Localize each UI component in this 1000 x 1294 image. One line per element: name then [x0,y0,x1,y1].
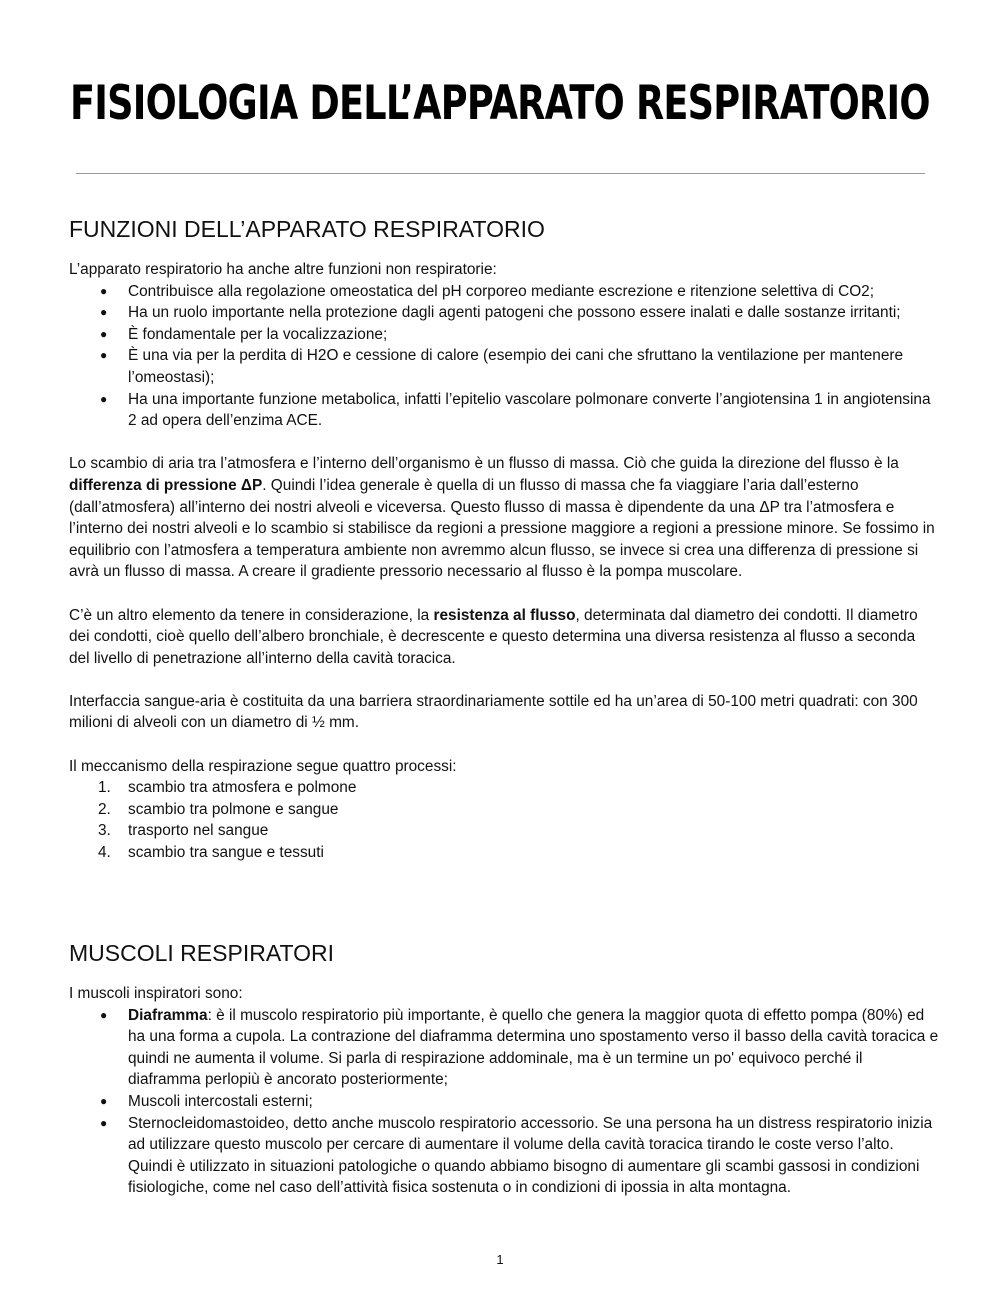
bullet-icon: ● [100,391,108,406]
document-title: FISIOLOGIA DELL’APPARATO RESPIRATORIO [70,76,930,131]
interface-paragraph: Interfaccia sangue-aria è costituita da una barriera straordinariamente sottile ed ha un’area di 50-100 metri quadrati: con 300 milioni di alveoli con un diametro di ½ mm. [69,692,918,732]
muscles-list [69,1005,939,1199]
list-item: 2. scambio tra polmone e sangue [98,800,339,818]
list-item: 4. scambio tra sangue e tessuti [98,844,324,862]
section-body-muscoli [69,983,939,1199]
bullet-icon: ● [100,348,108,363]
intro-paragraph: L’apparato respiratorio ha anche altre funzioni non respiratorie: [69,261,497,278]
diaframma-term: Diaframma [128,1006,208,1024]
pressure-term: differenza di pressione ΔP [69,476,263,494]
section-body-funzioni [69,259,939,864]
list-item: ● Ha una importante funzione metabolica, infatti l’epitelio vascolare polmonare converte l’angiotensina 1 in angiotensina 2 ad opera dell’enzima ACE. [100,390,931,430]
list-item: ● Sternocleidomastoideo, detto anche muscolo respiratorio accessorio. Se una persona ha un distress respiratorio inizia ad utilizzare questo muscolo per cercare di aumentare il volume della cavità toracica tirando le coste verso l’alto. Quindi è utilizzato in situazioni patologiche o quando abbiamo bisogno di aumentare gli scambi gassosi in condizioni fisiologiche, come nel caso dell’attività fisica sostenuta o in condizioni di ipossia in alta montagna. [100,1114,933,1197]
list-item: ● È fondamentale per la vocalizzazione; [69,324,939,346]
section-heading-funzioni: FUNZIONI DELL’APPARATO RESPIRATORIO [69,216,545,242]
intro-paragraph: I muscoli inspiratori sono: [69,985,243,1002]
bullet-icon: ● [100,1007,108,1022]
list-item: ● Diaframma: è il muscolo respiratorio più importante, è quello che genera la maggior quota di effetto pompa (80%) ed ha una forma a cupola. La contrazione del diaframma determina uno spostamento verso il basso della cavità toracica e quindi ne aumenta il volume. Si parla di respirazione addominale, ma è un termine un po' equivoco perché il diaframma perlopiù è ancorato posteriormente; [100,1006,939,1089]
pressure-paragraph: Lo scambio di aria tra l’atmosfera e l’interno dell’organismo è un flusso di massa. Ciò che guida la direzione del flusso è la differenza di pressione ΔP. Quindi l’idea generale è quella di un flusso di massa che fa viaggiare l’aria dall’esterno (dall’atmosfera) all’interno dei nostri alveoli e viceversa. Questo flusso di massa è dipendente da una ΔP tra l’atmosfera e l’interno dei nostri alveoli e lo scambio si stabilisce da regioni a pressione maggiore a regioni a pressione minore. Se fossimo in equilibrio con l’atmosfera a temperatura ambiente non avremmo alcun flusso, se invece si crea una differenza di pressione si avrà un flusso di massa. A creare il gradiente pressorio necessario al flusso è la pompa muscolare. [69,455,935,581]
bullet-icon: ● [100,326,108,341]
list-item: ● Contribuisce alla regolazione omeostatica del pH corporeo mediante escrezione e ritenzione selettiva di CO2; [69,281,939,303]
page-number: 1 [496,1252,504,1267]
section-heading-muscoli: MUSCOLI RESPIRATORI [69,940,334,966]
functions-list [69,281,939,432]
list-item: ● Muscoli intercostali esterni; [69,1091,939,1113]
bullet-icon: ● [100,283,108,298]
list-item: ● È una via per la perdita di H2O e cessione di calore (esempio dei cani che sfruttano la ventilazione per mantenere l’omeostasi); [100,347,904,386]
bullet-icon: ● [100,1093,108,1108]
list-item: 1. scambio tra atmosfera e polmone [98,779,357,797]
resistance-term: resistenza al flusso [433,606,576,624]
mechanism-paragraph: Il meccanismo della respirazione segue quattro processi: [69,757,457,775]
list-item: ● Ha un ruolo importante nella protezione dagli agenti patogeni che possono essere inalati e dalle sostanze irritanti; [69,302,939,324]
bullet-icon: ● [100,1115,108,1130]
title-divider [76,173,925,174]
bullet-icon: ● [100,305,108,320]
list-item: 3. trasporto nel sangue [98,822,269,840]
resistance-paragraph: C’è un altro elemento da tenere in considerazione, la resistenza al flusso, determinata dal diametro dei condotti. Il diametro dei condotti, cioè quello dell’albero bronchiale, è decrescente e questo determina una diversa resistenza al flusso a seconda del livello di penetrazione all’interno della cavità toracica. [69,606,918,667]
processes-list [69,777,939,863]
